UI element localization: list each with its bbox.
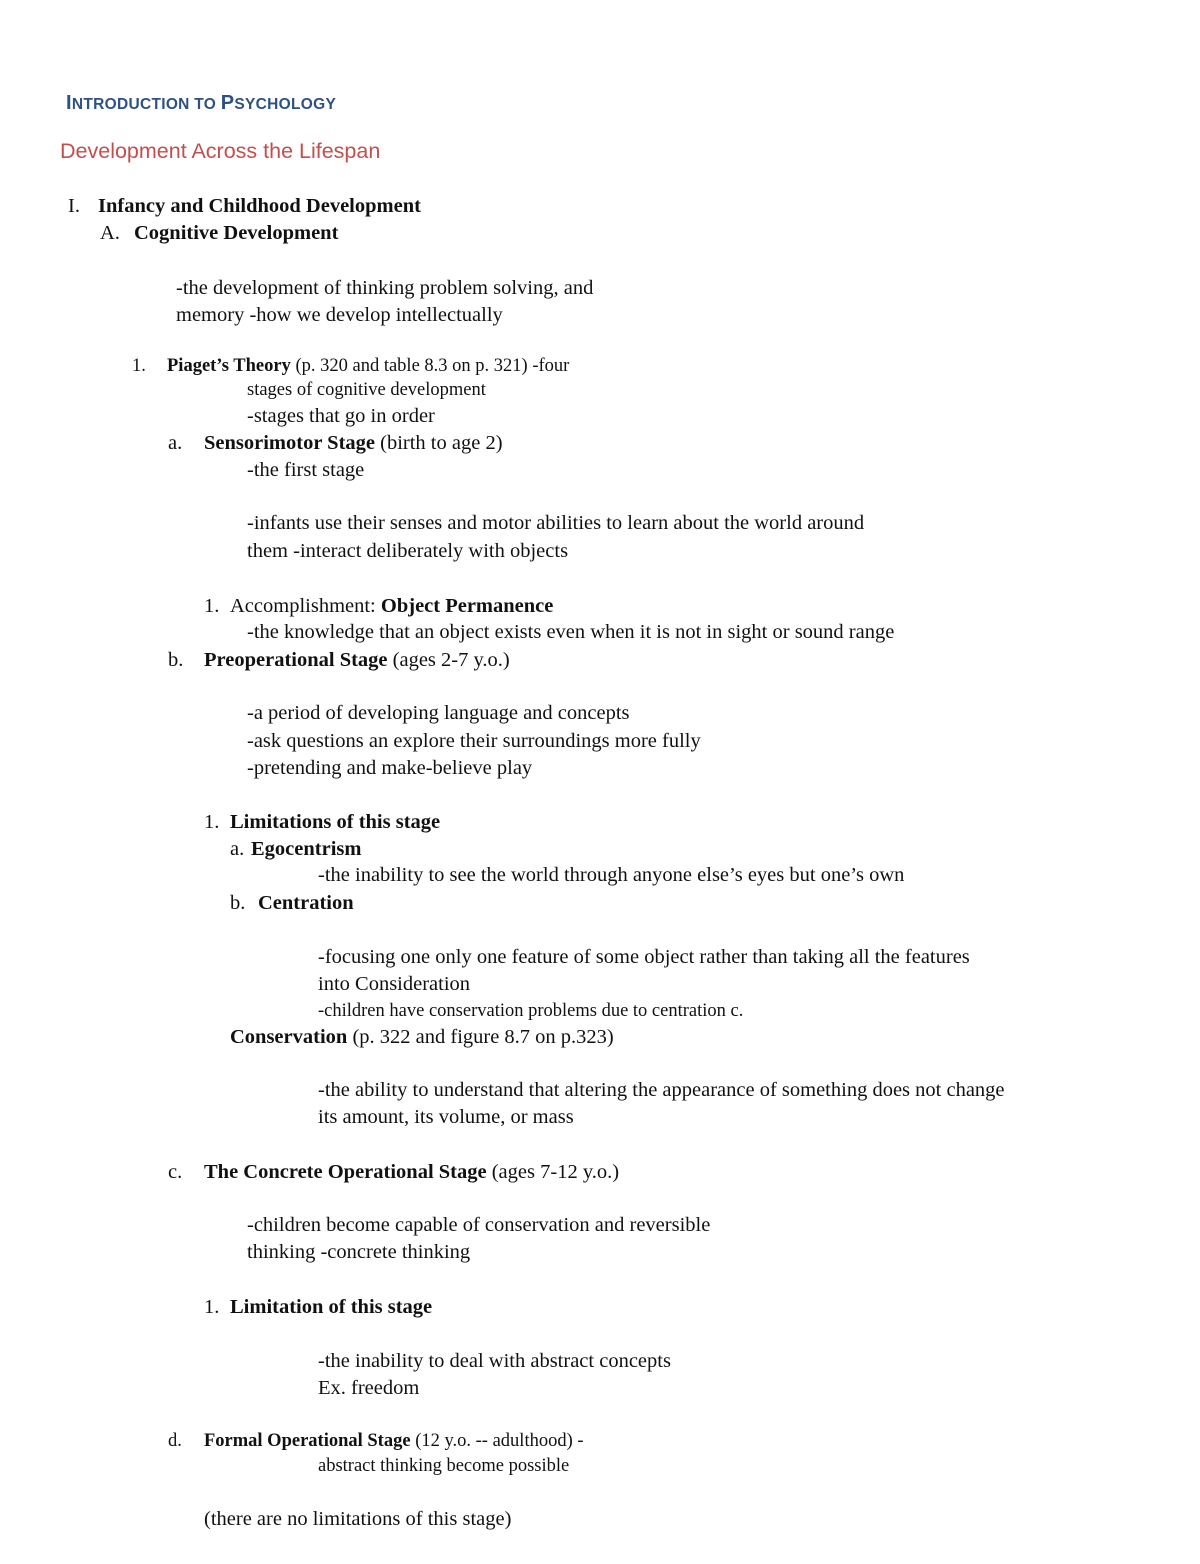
centration-description-line: -focusing one only one feature of some object rather than taking all the features [318, 946, 970, 968]
concrete-operational-heading: The Concrete Operational Stage (ages 7-12 y.o.) [204, 1161, 620, 1183]
final-note: (there are no limitations of this stage) [204, 1508, 512, 1530]
section-heading-infancy: Infancy and Childhood Development [98, 195, 421, 217]
centration-description-line: -children have conservation problems due to centration c. [318, 1001, 744, 1021]
outline-marker-1: 1. [204, 811, 220, 833]
preoperational-description-line: -ask questions an explore their surroundings more fully [247, 730, 701, 752]
piaget-description-line: stages of cognitive development [247, 380, 486, 400]
conservation-heading: Conservation (p. 322 and figure 8.7 on p.323) [230, 1026, 614, 1048]
piaget-description-line: -stages that go in order [247, 405, 435, 427]
limitation-heading: Limitation of this stage [230, 1296, 433, 1318]
outline-marker-d: d. [168, 1431, 182, 1451]
outline-marker-a: a. [230, 838, 245, 860]
preoperational-heading: Preoperational Stage (ages 2-7 y.o.) [204, 649, 510, 671]
object-permanence-heading: Accomplishment: Object Permanence [230, 595, 554, 617]
centration-heading: Centration [258, 892, 354, 914]
cognitive-description-line: memory -how we develop intellectually [176, 304, 503, 326]
outline-marker-a: a. [168, 432, 183, 454]
limitation-description-line: -the inability to deal with abstract concepts [318, 1350, 671, 1372]
preoperational-description-line: -a period of developing language and concepts [247, 702, 630, 724]
outline-marker-c: c. [168, 1161, 183, 1183]
outline-marker-1: 1. [204, 595, 220, 617]
section-heading-cognitive: Cognitive Development [134, 222, 339, 244]
limitation-description-line: Ex. freedom [318, 1377, 420, 1399]
formal-operational-description: abstract thinking become possible [318, 1456, 570, 1476]
sensorimotor-description-line: -infants use their senses and motor abilities to learn about the world around [247, 512, 865, 534]
outline-marker-I: I. [68, 195, 80, 217]
sensorimotor-description-line: them -interact deliberately with objects [247, 540, 569, 562]
outline-marker-b: b. [230, 892, 246, 914]
conservation-description-line: -the ability to understand that altering the appearance of something does not change [318, 1079, 1005, 1101]
document-title: INTRODUCTION TO PSYCHOLOGY [66, 92, 337, 114]
egocentrism-description: -the inability to see the world through anyone else’s eyes but one’s own [318, 864, 905, 886]
concrete-operational-description-line: -children become capable of conservation and reversible [247, 1214, 711, 1236]
cognitive-description-line: -the development of thinking problem solving, and [176, 277, 594, 299]
piaget-heading: Piaget’s Theory (p. 320 and table 8.3 on p. 321) -four [167, 356, 570, 376]
concrete-operational-description-line: thinking -concrete thinking [247, 1241, 471, 1263]
conservation-description-line: its amount, its volume, or mass [318, 1106, 574, 1128]
outline-marker-1: 1. [132, 356, 146, 376]
outline-marker-b: b. [168, 649, 184, 671]
egocentrism-heading: Egocentrism [251, 838, 362, 860]
limitations-heading: Limitations of this stage [230, 811, 441, 833]
object-permanence-description: -the knowledge that an object exists even when it is not in sight or sound range [247, 621, 895, 643]
formal-operational-heading: Formal Operational Stage (12 y.o. -- adulthood) - [204, 1431, 584, 1451]
sensorimotor-description-line: -the first stage [247, 459, 365, 481]
outline-marker-A: A. [100, 222, 120, 244]
sensorimotor-heading: Sensorimotor Stage (birth to age 2) [204, 432, 503, 454]
document-subtitle: Development Across the Lifespan [60, 139, 381, 163]
preoperational-description-line: -pretending and make-believe play [247, 757, 533, 779]
outline-marker-1: 1. [204, 1296, 220, 1318]
centration-description-line: into Consideration [318, 973, 471, 995]
